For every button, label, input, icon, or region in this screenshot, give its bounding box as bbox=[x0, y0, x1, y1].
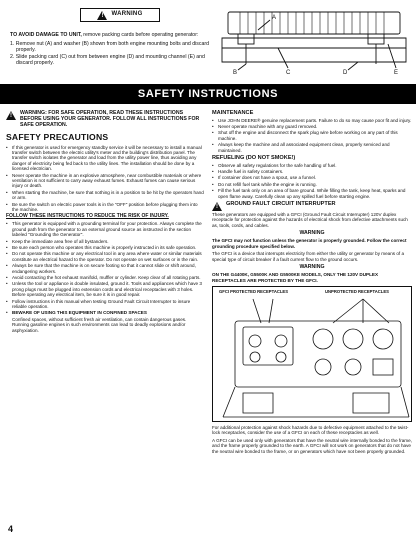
header-title: SAFETY INSTRUCTIONS bbox=[137, 87, 279, 100]
list-item: • Do not refill fuel tank while the engine is running. bbox=[212, 182, 412, 187]
maintenance-list bbox=[212, 118, 412, 153]
diagram-label: C bbox=[286, 70, 291, 76]
page-number: 4 bbox=[8, 524, 14, 534]
list-item: • Do not operate this machine or any electrical tool in any area where water or similar materials constitute an electrical hazard to the operator. Do not operate on wet surfaces or in the rain. bbox=[6, 251, 204, 262]
warning-heading: WARNING bbox=[299, 230, 325, 237]
list-item: • Unless the tool or appliance is double insulated, ground it. Tools and appliances which have 3 prong plugs must be plugged into extension cords and electrical receptacles with 3 holes. Before operating any electrical item, be sure it is in good repair. bbox=[6, 281, 204, 297]
list-item: • Avoid contacting the hot exhaust manifold, muffler or cylinder. Keep clear of all rotating parts. bbox=[6, 275, 204, 280]
grounding-warning-text: The GFCI may not function unless the generator is properly grounded. Follow the correct grounding procedure specified below. bbox=[212, 238, 407, 249]
receptacle-panel-illustration bbox=[213, 297, 411, 421]
list-item: • Fill the fuel tank only on an area of bare ground. While filling the tank, keep heat, sparks and open flame away. Carefully clean up any spilled fuel before starting engine. bbox=[212, 188, 412, 199]
read-instructions-warning bbox=[6, 110, 204, 128]
reduce-risk-heading: FOLLOW THESE INSTRUCTIONS TO REDUCE THE RISK OF INJURY. bbox=[6, 213, 169, 220]
right-column bbox=[212, 108, 412, 456]
top-warning-label: WARNING bbox=[111, 11, 143, 18]
list-item: • Shut off the engine and disconnect the spark plug wire before working on any part of this machine. bbox=[212, 130, 412, 141]
read-instructions-text: WARNING: FOR SAFE OPERATION, READ THESE INSTRUCTIONS BEFORE USING YOUR GENERATOR. FOLLOW ALL INSTRUCTIONS FOR SAFE OPERATION. bbox=[20, 110, 200, 129]
gfci-title: GROUND FAULT CIRCUIT INTERRUPTER bbox=[226, 201, 336, 208]
packing-step: 1. Remove nut (A) and washer (B) shown from both engine mounting bolts and discard properly. bbox=[10, 40, 209, 53]
list-item: • Use JOHN DEERE® genuine replacement parts. Failure to do so may cause poor fit and injury. bbox=[212, 118, 412, 123]
packing-lead-rest: remove packing cards before operating generator: bbox=[81, 32, 199, 38]
list-item: • Always be sure that the machine is on secure footing so that it cannot slide or shift around, endangering workers. bbox=[6, 263, 204, 274]
gfci-intro: These generators are equipped with a GFCI (Ground Fault Circuit Interrupter) 120V duplex receptacle for protection against the hazards of electrical shock from defective attachments such as, tools, cords, and cables. bbox=[212, 212, 408, 228]
safety-list-b bbox=[6, 221, 204, 316]
warning-triangle-icon bbox=[6, 111, 16, 120]
diagram-label: D bbox=[343, 70, 348, 76]
left-column bbox=[6, 108, 204, 335]
maintenance-title: MAINTENANCE bbox=[212, 110, 254, 116]
diagram-label: A bbox=[272, 15, 277, 21]
packing-instructions bbox=[10, 32, 210, 67]
safety-instructions-header bbox=[0, 84, 416, 104]
diagram-label: B bbox=[233, 70, 238, 76]
engine-mount-diagram bbox=[218, 4, 410, 76]
warning-triangle-icon bbox=[97, 11, 107, 20]
safety-list-a bbox=[6, 145, 204, 213]
list-item: • Follow instructions in this manual when testing Ground Fault Circuit Interrupter to insure reliable operation. bbox=[6, 299, 204, 310]
packing-lead: TO AVOID DAMAGE TO UNIT, bbox=[10, 32, 82, 38]
list-item: • Handle fuel in safety containers. bbox=[212, 169, 412, 174]
list-item: • If container does not have a spout, use a funnel. bbox=[212, 175, 412, 180]
list-item: • Be sure the switch on electric power tools is in the "OFF" position before plugging them into the machine. bbox=[6, 202, 204, 213]
list-item: • When starting the machine, be sure that nothing is in a position to be hit by the operators hand or arm. bbox=[6, 190, 204, 201]
list-item: • Keep the immediate area free of all bystanders. bbox=[6, 239, 204, 244]
top-warning-box bbox=[80, 8, 160, 22]
unprotected-label: UNPROTECTED RECEPTACLES bbox=[325, 288, 389, 294]
gfci-neutral-text: A GFCI can be used only with generators that have the neutral wire internally bonded to the frame, and the frame properly grounded to the earth. A GFCI will not work on generators that do not have the neutral wire bonded to the frame, or on generators which have not been properly grounded. bbox=[212, 437, 412, 454]
packing-step: 2. Slide packing card (C) out from between engine (D) and mounting channel (E) and discard properly. bbox=[10, 53, 205, 66]
list-item: • Observe all safety regulations for the safe handling of fuel. bbox=[212, 163, 412, 168]
warning-triangle-icon bbox=[212, 202, 222, 211]
refueling-list bbox=[212, 163, 412, 199]
list-item: • Never operate machine with any guard removed. bbox=[212, 124, 412, 129]
confined-spaces-text: Confined spaces, without sufficient fresh air ventilation, can contain dangerous gases. Running gasoline engines in such environments can lead to deadly explosions and/or asphyxiation. bbox=[12, 316, 187, 333]
additional-protection-text: For additional protection against shock hazards due to defective equipment attached to the twist-lock receptacles, consider the use of a GFCI on each of these receptacles as well. bbox=[212, 424, 409, 436]
diagram-label: E bbox=[394, 70, 399, 76]
gfci-protected-label: GFCI PROTECTED RECEPTACLES bbox=[219, 288, 289, 294]
gfci-heading bbox=[212, 201, 412, 211]
gfci-description: The GFCI is a device that interrupts electricity from either the utility or generator by means of a special type of circuit breaker if a fault current flow to the ground occurs. bbox=[212, 251, 404, 262]
list-item: • Be sure each person who operates this machine is properly instructed in its safe operation. bbox=[6, 245, 204, 250]
list-item: • Always keep the machine and all associated equipment clean, properly serviced and maintained. bbox=[212, 142, 412, 153]
refueling-title: REFUELING (DO NOT SMOKE!) bbox=[212, 155, 296, 162]
list-item: • If this generator is used for emergency standby service it will be necessary to install a manual transfer switch between the electric utility's meter and the building's distribution panel. The transfer switch isolates the generator and load from the utility power line, thus avoiding any danger of electricity being fed back to the utility lines. The installation should be done by a licensed electrician. bbox=[6, 145, 204, 172]
list-item: • Never operate the machine in an explosive atmosphere, near combustible materials or where ventilation is not sufficient to carry away exhaust fumes. Exhaust fumes can cause serious injury or death. bbox=[6, 173, 204, 189]
safety-precautions-title: SAFETY PRECAUTIONS bbox=[6, 132, 109, 143]
list-item: • This generator is equipped with a grounding terminal for your protection. Always complete the ground path from the generator to an external ground source as instructed in the section labeled "Grounding the Generator". bbox=[6, 221, 204, 237]
list-item: • BEWARE OF USING THIS EQUIPMENT IN CONFINED SPACES bbox=[6, 310, 204, 315]
warning-heading: WARNING bbox=[299, 264, 325, 271]
models-warning-text: ON THE G4400K, G5500K AND G5500KE MODELS, ONLY THE 120V DUPLEX RECEPTACLES ARE PROTECTED BY THE GFCI. bbox=[212, 272, 379, 283]
receptacle-figure bbox=[212, 286, 412, 422]
